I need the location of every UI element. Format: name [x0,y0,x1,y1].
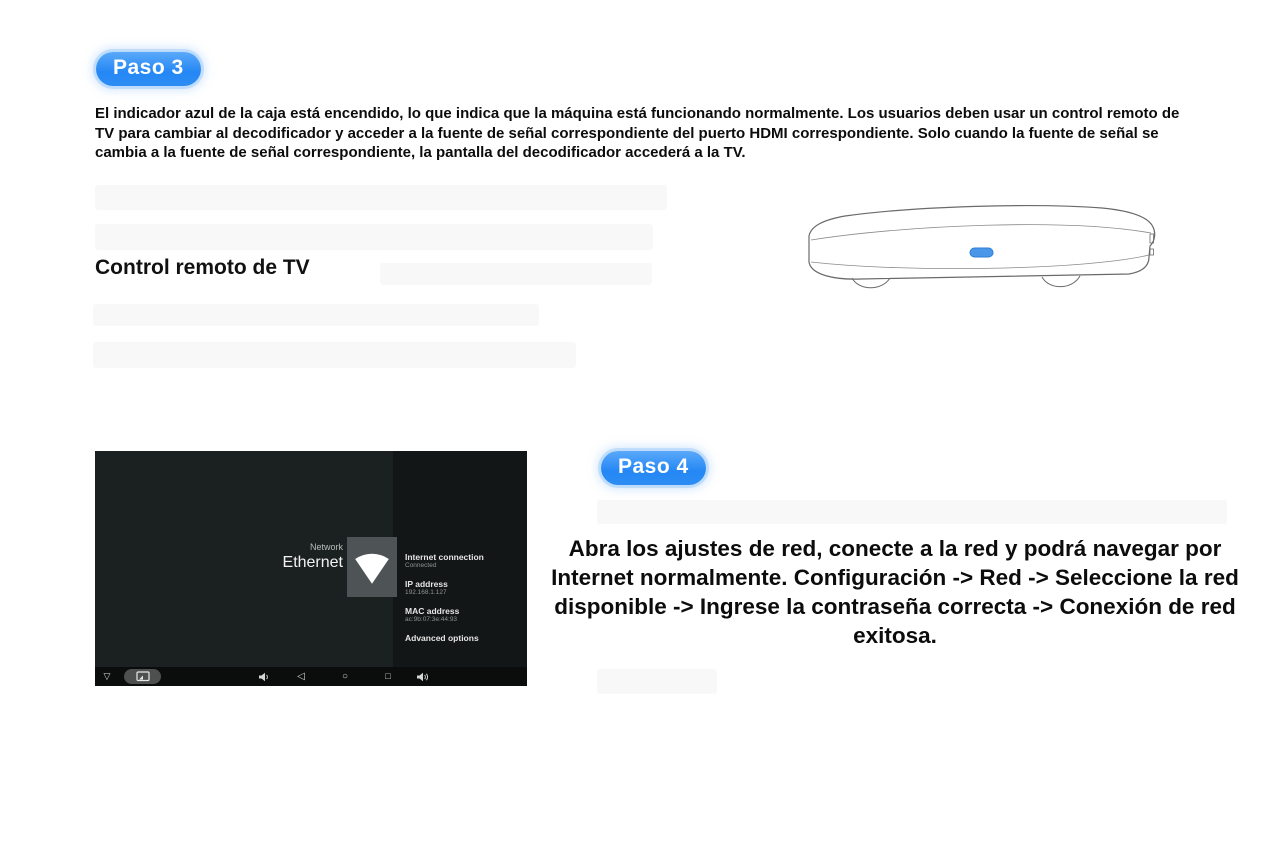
list-item [405,606,523,624]
detail-value: 192.168.1.127 [405,589,447,596]
home-icon: ○ [341,671,349,682]
faded-text-artifact [380,263,652,285]
collapse-triangle-icon: ▽ [103,671,111,681]
android-nav-bar [95,667,527,686]
faded-text-artifact [597,669,717,694]
tv-settings-screenshot [95,451,527,686]
list-item [405,633,523,643]
back-icon: ◁ [297,671,305,682]
network-section [95,542,343,573]
network-section-label: Network [309,542,343,552]
detail-label: Advanced options [405,633,479,643]
detail-label: IP address [405,579,448,589]
device-caption: Control remoto de TV [95,256,310,279]
volume-down-icon [255,667,273,686]
list-item [405,552,523,570]
detail-label: Internet connection [405,552,484,562]
faded-text-artifact [95,185,667,210]
faded-text-artifact [93,304,539,326]
step4-badge: Paso 4 [601,451,706,485]
recents-icon: □ [385,671,391,681]
wifi-icon [352,545,392,589]
detail-value: Connected [405,562,437,569]
wifi-tile [347,537,397,597]
screenshot-icon [136,671,150,682]
set-top-box-drawing [797,200,1162,300]
step3-paragraph: El indicador azul de la caja está encendido, lo que indica que la máquina está funcionando normalmente. Los usuarios deben usar un control remoto de TV para cambiar al decodificador y acceder a la fuente de señal correspondiente del puerto HDMI correspondiente. Solo cuando la fuente de señal se cambia a la fuente de señal correspondiente, la pantalla del decodificador accederá a la TV. [95,105,1180,161]
focused-nav-item [124,669,161,684]
set-top-box-illustration [797,200,1162,300]
settings-detail-list [405,552,523,652]
step3-badge: Paso 3 [96,52,201,86]
detail-value: ac:9b:07:3e:44:93 [405,616,458,623]
faded-text-artifact [95,224,653,250]
faded-text-artifact [93,342,576,368]
faded-text-artifact [597,500,1227,524]
step4-paragraph: Abra los ajustes de red, conecte a la red y podrá navegar por Internet normalmente. Configuración -> Red -> Seleccione la red disponible -> Ingrese la contraseña correcta -> Conexión de red exitosa. [551,536,1239,648]
detail-label: MAC address [405,606,460,616]
list-item [405,579,523,597]
volume-up-icon [413,667,433,686]
power-led-indicator [970,248,993,257]
network-name: Ethernet [282,554,343,571]
